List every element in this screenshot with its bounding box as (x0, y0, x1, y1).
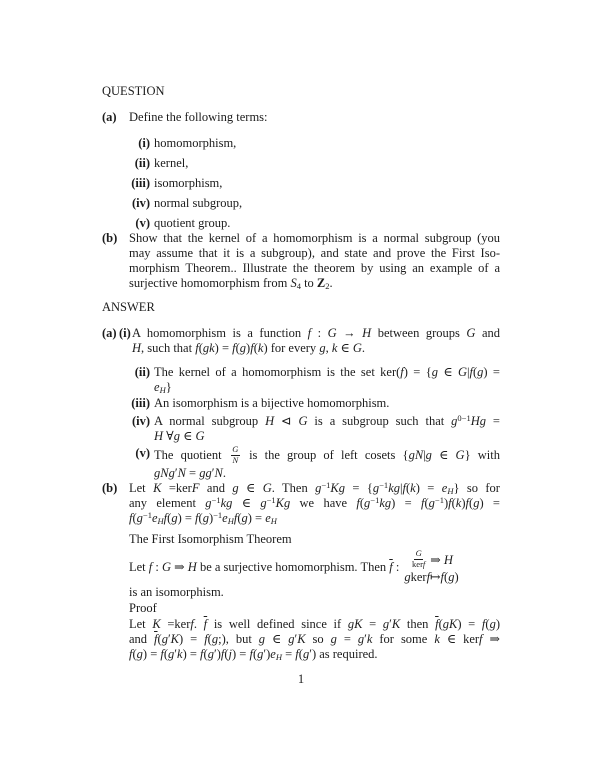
answer-a-iv-line-2: H ∀g ∈ G (154, 429, 205, 443)
fraction-denominator: kerf (412, 559, 426, 569)
answer-a-v-line-1: The quotient $\frac{G}{N}$ is the group of left cosets {gN|g ∈ G} with (154, 444, 500, 465)
answer-a-i-line-2: H, such that f(gk) = f(g)f(k) for every g, k ∈ G. (132, 341, 366, 355)
answer-a-i-line-1: A homomorphism is a function f : G → H between groups G and (132, 326, 500, 340)
answer-a-v-text (154, 446, 500, 481)
answer-heading: ANSWER (102, 300, 155, 314)
answer-a-ii-line-1: The kernel of a homomorphism is the set ker(f) = {g ∈ G|f(g) = (154, 365, 500, 379)
answer-b-line-3: $f(g^{-1}e_Hf(g) = f(g)^{-1}e_Hf(g) = e_H$ (129, 509, 277, 527)
question-item-v-text: quotient group. (154, 216, 231, 230)
question-b-line-3: morphism Theorem.. Illustrate the theorem by using an example of a (129, 261, 500, 275)
answer-b-paragraph (129, 481, 500, 526)
question-b-line-1: Show that the kernel of a homomorphism is a normal subgroup (you (129, 231, 500, 245)
question-b-line-2: may assume that it is a subgroup), and state and prove the First Iso- (129, 246, 500, 260)
answer-item-b (102, 479, 500, 527)
answer-a-ii-label: (ii) (134, 365, 150, 379)
question-item-iv-label: (iv) (131, 196, 150, 210)
question-b-label: (b) (102, 231, 118, 245)
answer-b-line-2: any element $g^{-1}kg$ ∈ $g^{-1}Kg$ we have $f(g^{-1}kg) = f(g^{-1})f(k)f(g)$ = (129, 494, 500, 510)
question-heading: QUESTION (102, 84, 165, 98)
answer-a-iv-text (154, 414, 500, 444)
question-a-text: Define the following terms: (129, 110, 268, 124)
answer-a-ii-text (154, 365, 500, 395)
question-b-line-4: surjective homomorphism from $S_4$ to $Z_2$. (129, 276, 333, 292)
answer-a-iii-label: (iii) (131, 396, 150, 410)
answer-b-line-1: Let K =kerF and g ∈ G. Then $g^{-1}Kg = \{g^{-1}kg|f(k) = e_H\}$ so for (129, 479, 500, 497)
proof-line-2: and $\overline{f}(g'K)$ = f(g;), but g ∈ g′K so g = g′k for some k ∈ kerf ⇒ (129, 632, 500, 646)
proof-paragraph (129, 617, 500, 662)
question-item-i-label: (i) (138, 136, 150, 150)
page-number: 1 (297, 672, 305, 686)
answer-b-label: (b) (102, 481, 118, 495)
question-item-v-label: (v) (135, 216, 150, 230)
question-item-i-text: homomorphism, (154, 136, 237, 150)
question-b-paragraph (129, 231, 500, 291)
question-item-ii-label: (ii) (134, 156, 150, 170)
answer-a-iv-line-1: A normal subgroup H ⊲ G is a subgroup such that $g^{0-1}Hg$ = (154, 412, 500, 428)
fraction-numerator: G (415, 548, 422, 558)
question-item-iii-label: (iii) (131, 176, 150, 190)
theorem-intro: Let f : G ⇒ H be a surjective homomorphism. Then $\overline{f}$ : (129, 559, 400, 574)
theorem-conclusion: is an isomorphism. (129, 585, 224, 599)
answer-a-iii-text: An isomorphism is a bijective homomorphism. (154, 396, 390, 410)
question-item-iii-text: isomorphism, (154, 176, 223, 190)
question-a-label: (a) (102, 110, 117, 124)
proof-line-3: $f(g) = f(g'k) = f(g')f(j) = f(g')e_H = f(g')$ as required. (129, 647, 378, 663)
theorem-map-display (404, 550, 458, 584)
question-item-b (102, 231, 500, 292)
answer-item-a-i (102, 326, 500, 355)
theorem-map-row-1 (410, 550, 453, 570)
theorem-statement (129, 549, 500, 585)
theorem-title: The First Isomorphism Theorem (129, 532, 292, 546)
answer-a-v-line-2: gNg′N = gg′N. (154, 466, 226, 480)
answer-a-i-label: (i) (119, 326, 131, 340)
proof-line-1: Let K =kerf. $\overline{f}$ is well defined since if gK = g′K then $\overline{f}(gK) = f(g)$ (129, 617, 500, 631)
question-item-a (102, 110, 500, 125)
answer-a-label: (a) (102, 326, 117, 340)
answer-a-i-text (132, 326, 500, 356)
proof-heading: Proof (129, 601, 157, 615)
theorem-map-row-2: g ker f ↦ f ( g ) (404, 570, 459, 584)
question-item-ii-text: kernel, (154, 156, 189, 170)
answer-a-ii-line-2: $e_H$} (154, 380, 172, 396)
answer-a-iv-label: (iv) (131, 414, 150, 428)
question-item-iv-text: normal subgroup, (154, 196, 243, 210)
quotient-fraction (412, 549, 425, 569)
answer-a-v-label: (v) (135, 446, 150, 460)
map-codomain: ⇒ H (430, 553, 453, 567)
